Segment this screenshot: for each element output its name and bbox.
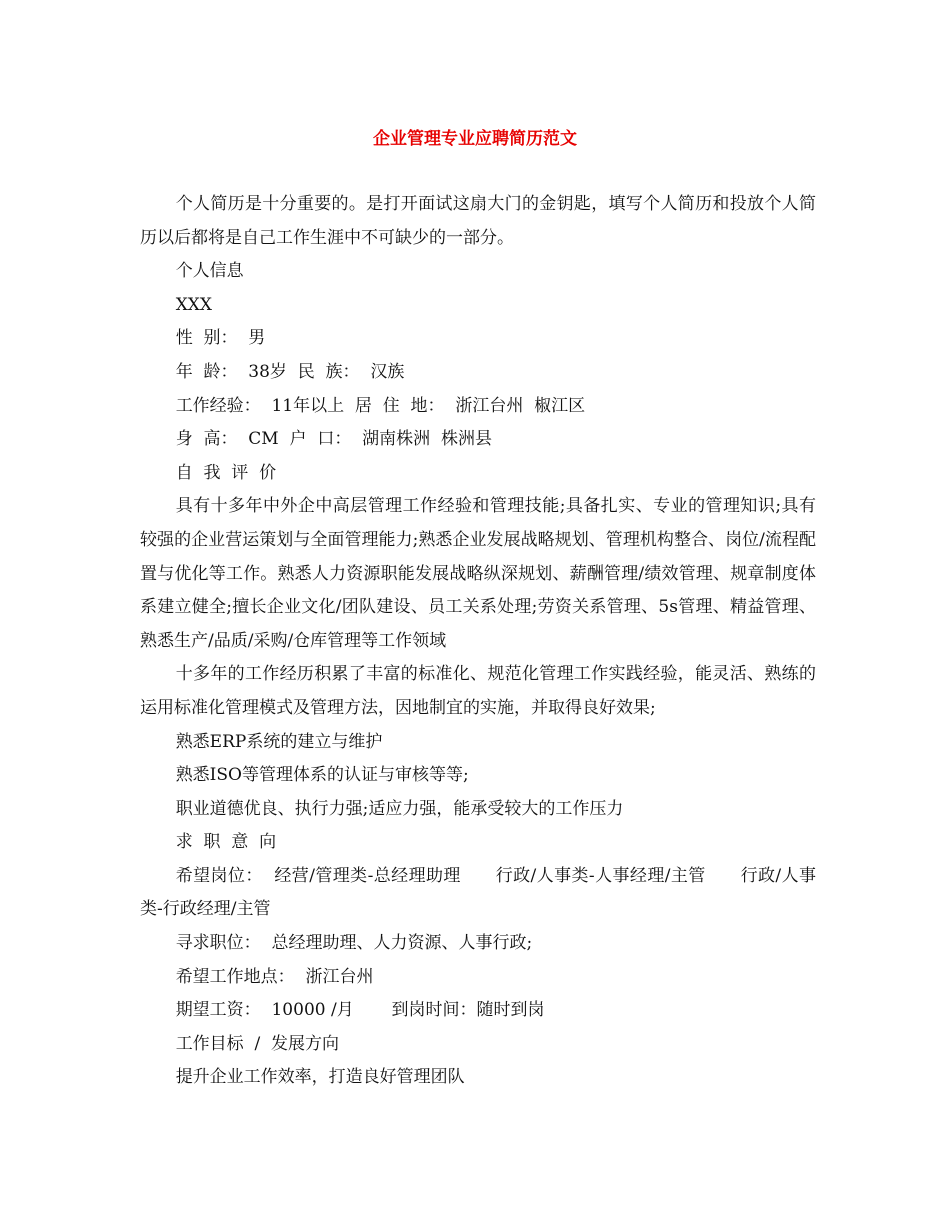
field-sought-positions: 寻求职位： 总经理助理、人力资源、人事行政; [175, 933, 533, 954]
field-age-ethnicity: 年 龄： 38岁 民 族： 汉族 [175, 361, 405, 382]
heading-personal-info: 个人信息 [175, 261, 244, 282]
document-body [140, 188, 816, 1095]
field-desired-location: 希望工作地点： 浙江台州 [175, 966, 374, 987]
skill-erp: 熟悉ERP系统的建立与维护 [175, 731, 383, 752]
field-salary-availability: 期望工资： 10000 /月 到岗时间：随时到岗 [175, 1000, 545, 1021]
field-gender: 性 别： 男 [175, 328, 266, 349]
field-experience-residence: 工作经验： 11年以上 居 住 地： 浙江台州 椒江区 [175, 395, 586, 416]
trait-work-ethic: 职业道德优良、执行力强;适应力强，能承受较大的工作压力 [175, 798, 624, 819]
paragraph-experience-summary: 十多年的工作经历积累了丰富的标准化、规范化管理工作实践经验，能灵活、熟练的运用标准化管理模式及管理方法，因地制宜的实施，并取得良好效果; [140, 664, 816, 718]
document-title: 企业管理专业应聘简历范文 [373, 129, 577, 149]
heading-job-intention: 求 职 意 向 [175, 832, 277, 853]
field-height-hukou: 身 高： CM 户 口： 湖南株洲 株洲县 [175, 429, 492, 450]
field-name: XXX [175, 294, 212, 315]
paragraph-self-evaluation: 具有十多年中外企中高层管理工作经验和管理技能;具备扎实、专业的管理知识;具有较强的企业营运策划与全面管理能力;熟悉企业发展战略规划、管理机构整合、岗位/流程配置与优化等工作。熟悉人力资源职能发展战略纵深规划、薪酬管理/绩效管理、规章制度体系建立健全;擅长企业文化/团队建设、员工关系处理;劳资关系管理、5s管理、精益管理、熟悉生产/品质/采购/仓库管理等工作领域 [140, 496, 816, 651]
heading-self-evaluation: 自 我 评 价 [175, 462, 277, 483]
heading-career-goal: 工作目标 / 发展方向 [175, 1033, 340, 1054]
paragraph-career-goal: 提升企业工作效率，打造良好管理团队 [175, 1067, 465, 1088]
field-desired-positions: 希望岗位： 经营/管理类-总经理助理 行政/人事类-人事经理/主管 行政/人事类-行政经理/主管 [140, 865, 816, 920]
skill-iso: 熟悉ISO等管理体系的认证与审核等等; [175, 765, 469, 786]
paragraph-intro: 个人简历是十分重要的。是打开面试这扇大门的金钥匙，填写个人简历和投放个人简历以后都将是自己工作生涯中不可缺少的一部分。 [140, 194, 816, 248]
